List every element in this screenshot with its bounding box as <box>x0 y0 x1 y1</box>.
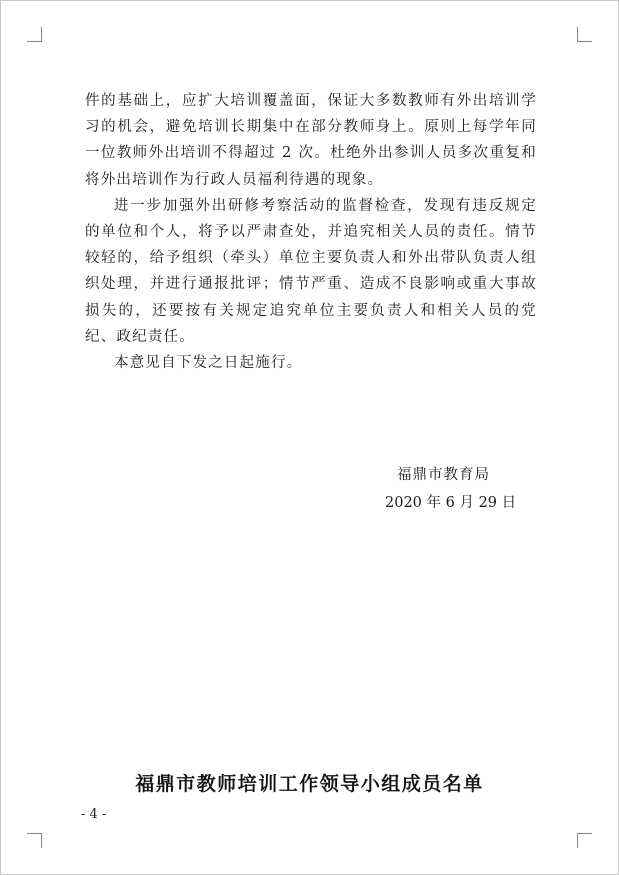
body-text <box>85 88 537 376</box>
crop-mark-bottom-right <box>577 833 592 848</box>
crop-mark-top-left <box>27 27 42 42</box>
signature-block <box>361 461 541 517</box>
paragraph-effective-date: 本意见自下发之日起施行。 <box>114 355 303 372</box>
page-number: - 4 - <box>81 807 107 822</box>
paragraph-supervision: 进一步加强外出研修考察活动的监督检查，发现有违反规定的单位和个人，将予以严肃查处，并追究相关人员的责任。情节较轻的，给予组织（牵头）单位主要负责人和外出带队负责人组织处理，并进行通报批评；情节严重、造成不良影响或重大事故损失的，还要按有关规定追究单位主要负责人和相关人员的党纪、政纪责任。 <box>85 197 537 345</box>
issuing-organization: 福鼎市教育局 <box>397 467 490 483</box>
paragraph-continuation: 件的基础上，应扩大培训覆盖面，保证大多数教师有外出培训学习的机会，避免培训长期集中在部分教师身上。原则上每学年同一位教师外出培训不得超过 2 次。杜绝外出参训人员多次重复和将外出培训作为行政人员福利待遇的现象。 <box>85 93 537 188</box>
issue-date: 2020 年 6 月 29 日 <box>385 495 517 511</box>
member-list-title: 福鼎市教师培训工作领导小组成员名单 <box>135 773 484 795</box>
crop-mark-top-right <box>577 27 592 42</box>
crop-mark-bottom-left <box>27 833 42 848</box>
